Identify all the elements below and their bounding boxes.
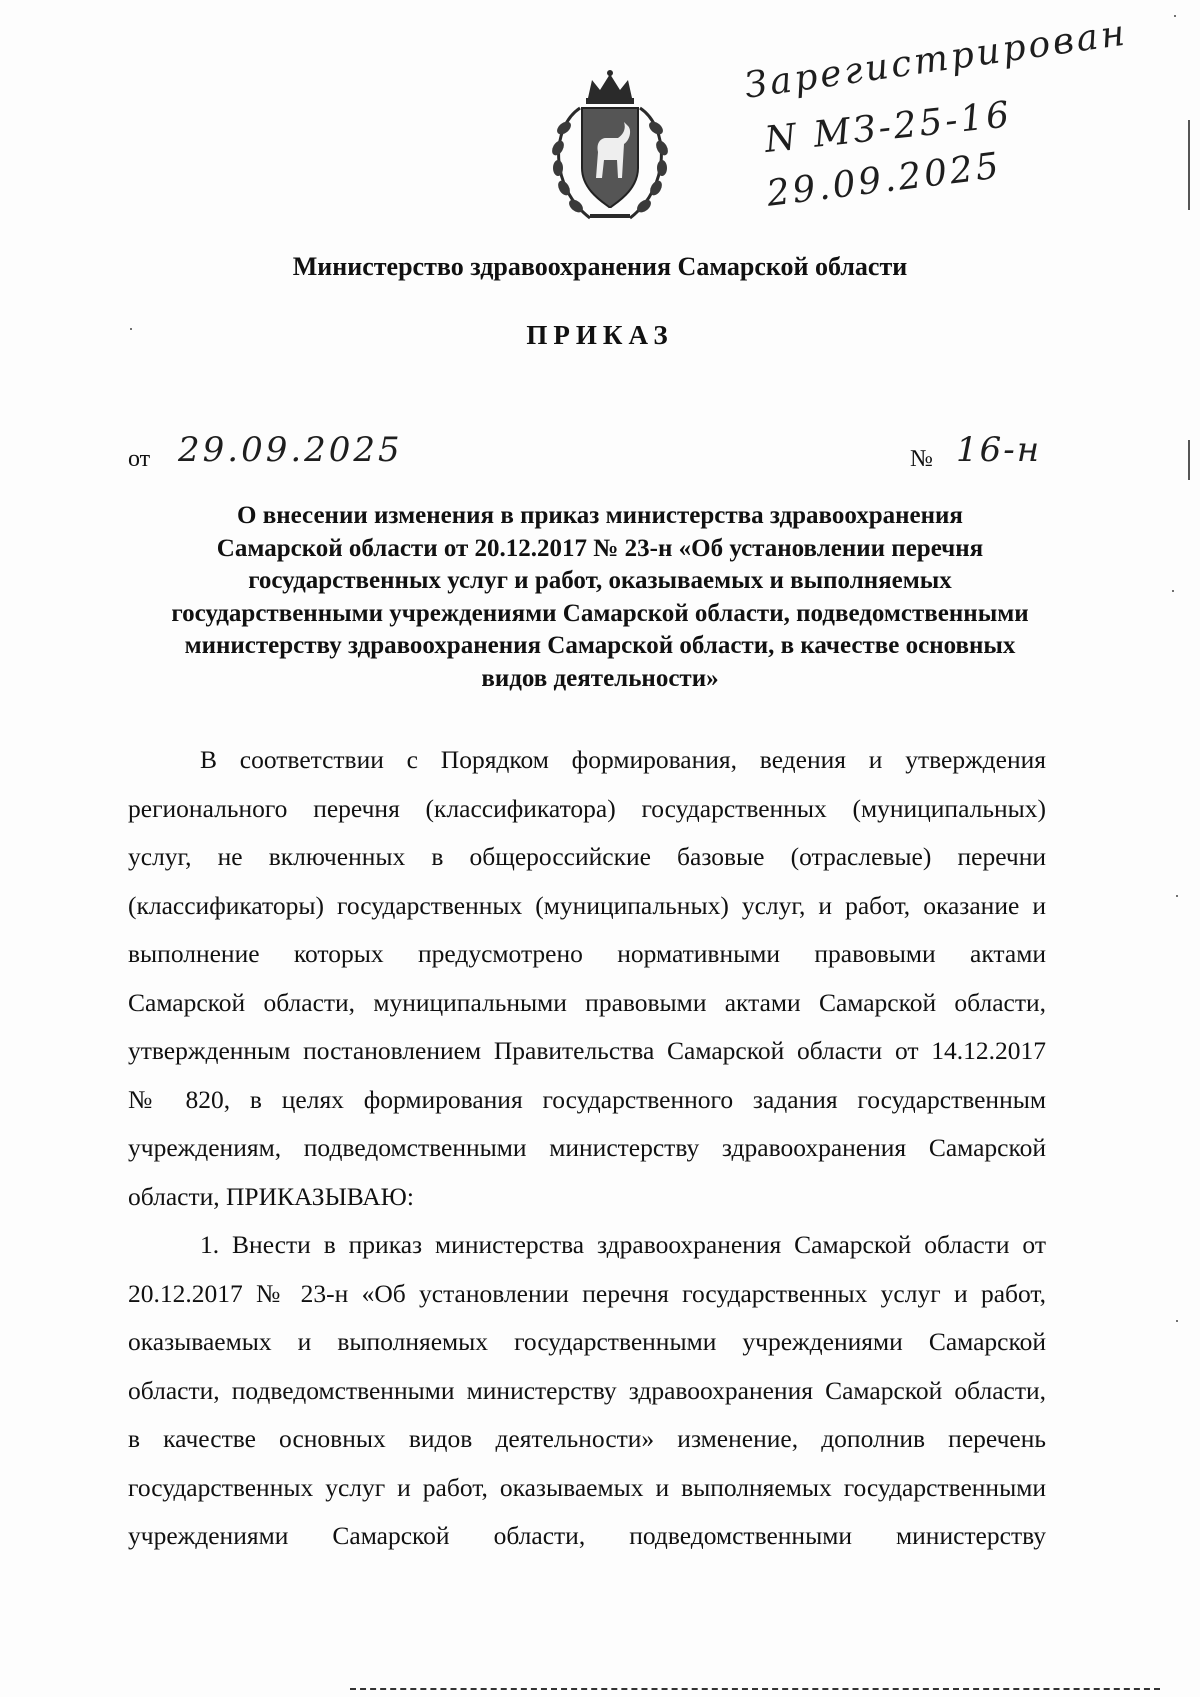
body-line: области, подведомственными министерству здравоохранения Самарской области, [128,1375,1046,1405]
order-subject [130,500,1070,695]
body-line: Самарской области, муниципальными правовыми актами Самарской области, [128,987,1046,1017]
body-line: В соответствии с Порядком формирования, ведения и утверждения [200,745,1046,774]
scan-speck [130,328,132,330]
scan-speck [1176,1320,1178,1322]
order-body [128,736,1046,1561]
registration-stamp [742,12,1145,222]
subject-line: государственными учреждениями Самарской области, подведомственными [171,599,1029,627]
body-line: области, ПРИКАЗЫВАЮ: [128,1181,414,1211]
body-line: выполнение которых предусмотрено нормативными правовыми актами [128,939,1046,968]
document-type-title: ПРИКАЗ [526,320,674,350]
body-line: оказываемых и выполняемых государственными учреждениями Самарской [128,1327,1046,1356]
body-line: государственных услуг и работ, оказываемых и выполняемых государственными [128,1472,1046,1502]
registration-text: Зарегистрирован [742,12,1131,107]
date-prefix: от [128,446,151,472]
registration-date: 29.09.2025 [764,145,1004,215]
subject-line: видов деятельности» [481,664,719,692]
subject-line: О внесении изменения в приказ министерства здравоохранения [237,502,963,529]
scan-speck [1172,590,1174,592]
order-date-number-row [128,430,1074,484]
body-line: в качестве основных видов деятельности» изменение, дополнив перечень [128,1424,1046,1453]
order-date: 29.09.2025 [178,430,403,470]
scan-speck [1174,15,1176,17]
body-line: услуг, не включенных в общероссийские базовые (отраслевые) перечни [128,842,1046,871]
body-line: учреждениями Самарской области, подведомственными министерству [128,1521,1046,1550]
subject-line: министерству здравоохранения Самарской области, в качестве основных [184,632,1016,659]
body-line: № 820, в целях формирования государственного задания государственным [128,1084,1046,1114]
subject-line: государственных услуг и работ, оказываемых и выполняемых [248,567,952,594]
subject-line: Самарской области от 20.12.2017 № 23-н «Об установлении перечня [216,534,984,562]
ministry-name: Министерство здравоохранения Самарской области [292,252,908,281]
registration-number: N МЗ-25-16 [762,94,1014,161]
number-sign: № [910,446,933,472]
scan-bottom-dashes [350,1688,1160,1692]
scan-speck [1176,895,1178,897]
order-number: 16-н [956,430,1042,470]
scan-edge-mark [1188,440,1190,480]
coat-of-arms-icon [540,68,680,228]
body-line: регионального перечня (классификатора) государственных (муниципальных) [128,793,1046,823]
body-line: 1. Внести в приказ министерства здравоохранения Самарской области от [200,1230,1046,1259]
body-line: 20.12.2017 № 23-н «Об установлении перечня государственных услуг и работ, [128,1278,1046,1308]
body-line: утвержденным постановлением Правительства Самарской области от 14.12.2017 [128,1036,1046,1065]
body-line: учреждениям, подведомственными министерству здравоохранения Самарской [128,1133,1046,1162]
scan-edge-mark [1188,120,1190,210]
body-line: (классификаторы) государственных (муниципальных) услуг, и работ, оказание и [128,890,1046,920]
